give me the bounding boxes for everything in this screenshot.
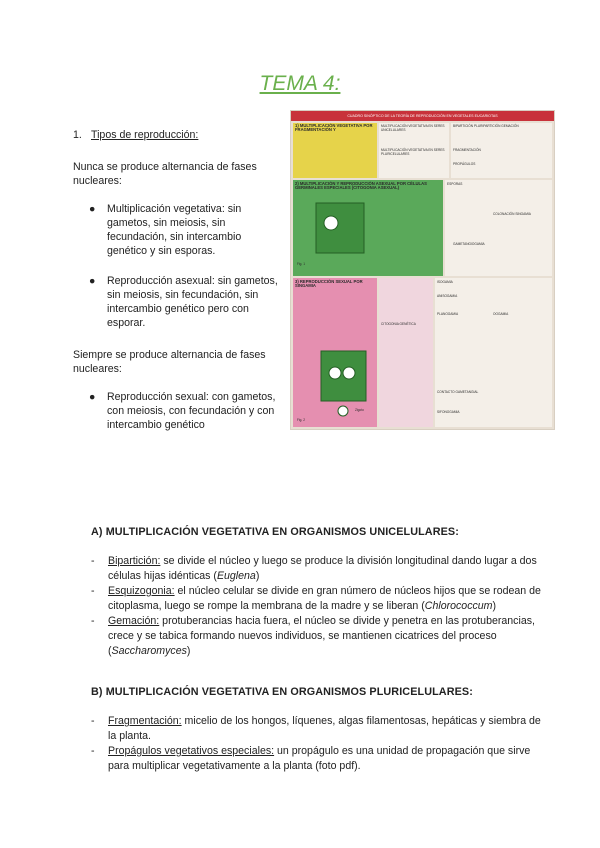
list-item xyxy=(73,390,278,432)
list-item-text: Reproducción sexual: con gametos, con meiosis, con fecundación y con intercambio genético xyxy=(107,391,276,431)
figure-cell xyxy=(293,279,377,299)
figure-header: CUADRO SINÓPTICO DE LA TEORÍA DE REPRODUCCIÓN EN VEGETALES EUCARIOTAS xyxy=(347,114,498,118)
term: Propágulos vegetativos especiales: xyxy=(108,745,275,757)
list-item xyxy=(91,614,541,659)
definition: se divide el núcleo y luego se produce la división longitudinal dando lugar a dos células hijas idénticas ( xyxy=(108,555,537,582)
figure-cell: CITOGONIA GENÉTICA xyxy=(381,322,416,326)
figure-cell: CONTACTO GAMETANGIAL xyxy=(437,390,479,394)
bullet-icon: ● xyxy=(89,391,96,403)
paragraph-no-alternation: Nunca se produce alternancia de fases nucleares: xyxy=(73,161,257,187)
dash-icon: - xyxy=(91,715,95,727)
figure-cell: ISOGAMIA xyxy=(437,280,453,284)
list-item xyxy=(91,714,541,744)
section-b-heading: B) MULTIPLICACIÓN VEGETATIVA EN ORGANISMOS PLURICELULARES: xyxy=(91,686,473,698)
nucleus-drawing xyxy=(324,216,338,230)
list-item xyxy=(91,744,541,774)
nucleus-drawing xyxy=(329,367,341,379)
dash-icon: - xyxy=(91,585,95,597)
list-item xyxy=(73,274,278,330)
figure-cell: Fig. 1 xyxy=(297,262,305,266)
species: Saccharomyces xyxy=(111,645,187,657)
figure-cell: SIFONOGAMIA xyxy=(437,410,460,414)
nucleus-drawing xyxy=(343,367,355,379)
dash-icon: - xyxy=(91,615,95,627)
figure-cell: OOGAMIA xyxy=(493,312,509,316)
figure-cell: FRAGMENTACIÓN xyxy=(453,148,481,152)
bullet-icon: ● xyxy=(89,203,96,215)
figure-cell: MULTIPLICACIÓN VEGETATIVA EN SERES UNICELULARES xyxy=(381,124,445,132)
figure-cell-text: 1) MULTIPLICACIÓN VEGETATIVA POR FRAGMENTACIÓN Y xyxy=(295,123,373,132)
term: Fragmentación: xyxy=(108,715,182,727)
zygote-drawing xyxy=(338,406,348,416)
figure-cell-text: 3) REPRODUCCIÓN SEXUAL POR SINGAMIA xyxy=(295,279,363,288)
white-block xyxy=(445,180,552,276)
closing: ) xyxy=(186,645,191,657)
section-a-list xyxy=(91,554,541,659)
definition: protuberancias hacia fuera, el núcleo se divide y penetra en las protuberancias, crece y se tabica formando nuevos individuos, se mantienen cicatrices del proceso ( xyxy=(108,615,535,657)
dash-icon: - xyxy=(91,745,95,757)
figure-cell: COLONACIÓN SINGAMIA xyxy=(493,212,531,216)
figure-cell: PLANOGAMIA xyxy=(437,312,459,316)
bullet-list-2 xyxy=(73,390,278,432)
figure-cell: MULTIPLICACIÓN VEGETATIVA EN SERES PLURICELULARES xyxy=(381,148,445,156)
definition: el núcleo celular se divide en gran número de núcleos hijos que se rodean de citoplasma, luego se rompe la membrana de la madre y se liberan ( xyxy=(108,585,541,612)
list-item-text: Reproducción asexual: sin gametos, sin meiosis, sin fecundación, sin intercambio genético pero con esporar. xyxy=(107,275,278,329)
synoptic-chart-image xyxy=(290,110,555,430)
section-b xyxy=(91,685,541,774)
figure-cell xyxy=(293,181,443,199)
species: Chlorococcum xyxy=(424,600,493,612)
figure-cell: ANISOGAMIA xyxy=(437,294,458,298)
closing: ) xyxy=(492,600,497,612)
figure-cell: BIPARTICIÓN PLURIPARTICIÓN GEMACIÓN xyxy=(453,124,519,128)
figure-cell: Zigoto xyxy=(355,408,364,412)
intro-column xyxy=(73,128,278,450)
definition: micelio de los hongos, líquenes, algas filamentosas, hepáticas y siembra de la planta. xyxy=(108,715,541,742)
list-item xyxy=(73,202,278,258)
term: Bipartición: xyxy=(108,555,161,567)
cell-drawing xyxy=(316,203,364,253)
list-item xyxy=(91,584,541,614)
section-b-list xyxy=(91,714,541,774)
figure-cell-text: 2) MULTIPLICACIÓN Y REPRODUCCIÓN ASEXUAL POR CÉLULAS GERMINALES ESPECIALES (CITOGONIA ASEXUAL) xyxy=(295,181,427,190)
bullet-list-1 xyxy=(73,202,278,330)
figure-cell: ESPORAS xyxy=(447,182,463,186)
item-label: Tipos de reproducción: xyxy=(91,129,199,141)
list-item-text: Multiplicación vegetativa: sin gametos, sin meiosis, sin fecundación, sin intercambio genético y sin esporas. xyxy=(107,203,242,257)
dash-icon: - xyxy=(91,555,95,567)
section-a xyxy=(91,525,541,659)
bullet-icon: ● xyxy=(89,275,96,287)
figure-cell: Fig. 2 xyxy=(297,418,305,422)
term: Gemación: xyxy=(108,615,160,627)
paragraph-alternation: Siempre se produce alternancia de fases nucleares: xyxy=(73,349,266,375)
species: Euglena xyxy=(216,570,256,582)
page-title: TEMA 4: xyxy=(259,72,341,95)
figure-cell: GAMETANGIOGAMIA xyxy=(453,242,485,246)
figure-cell xyxy=(293,123,377,153)
pink-light-block xyxy=(379,278,433,427)
section-a-heading: A) MULTIPLICACIÓN VEGETATIVA EN ORGANISMOS UNICELULARES: xyxy=(91,526,459,538)
figure-cell: PROPÁGULOS xyxy=(453,162,476,166)
definition: un propágulo es una unidad de propagación que sirve para multiplicar vegetativamente a la planta (foto pdf). xyxy=(108,745,531,772)
list-item xyxy=(91,554,541,584)
numbered-item xyxy=(73,128,278,142)
closing: ) xyxy=(255,570,260,582)
term: Esquizogonia: xyxy=(108,585,175,597)
item-number: 1. xyxy=(73,129,82,141)
